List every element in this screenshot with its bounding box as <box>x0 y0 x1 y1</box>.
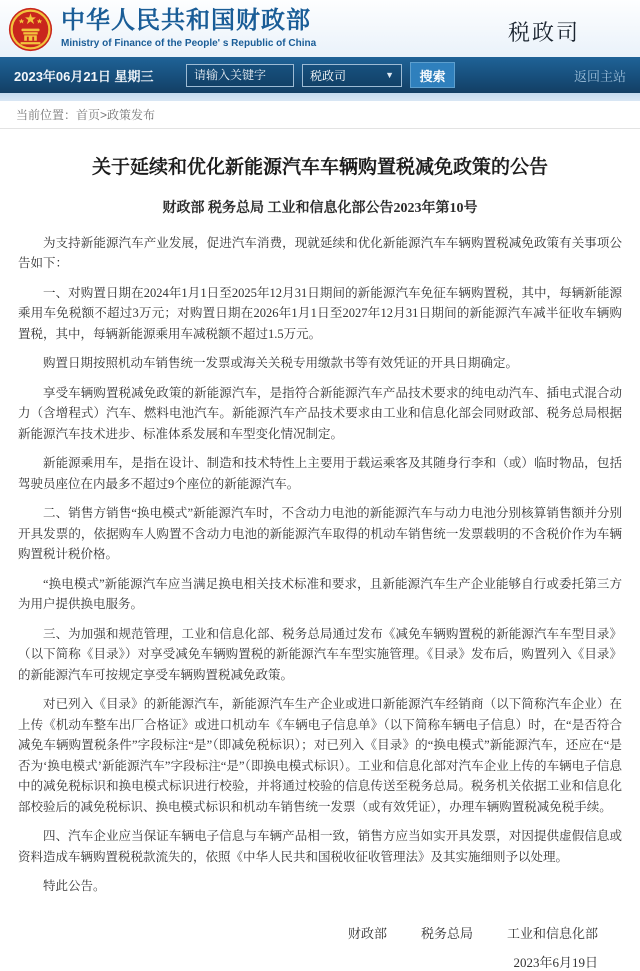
article-paragraph: 四、汽车企业应当保证车辆电子信息与车辆产品相一致，销售方应当如实开具发票，对因提供虚假信息或资料造成车辆购置税税款流失的，依照《中华人民共和国税收征收管理法》及其实施细则予以处理。 <box>18 829 622 864</box>
search-input[interactable] <box>186 64 294 87</box>
search-button[interactable]: 搜索 <box>410 62 455 88</box>
signature-ministry: 工业和信息化部 <box>506 925 598 941</box>
article-paragraph: “换电模式”新能源汽车应当满足换电相关技术标准和要求，且新能源汽车生产企业能够自行或委托第三方为用户提供换电服务。 <box>18 576 622 612</box>
article-paragraph: 新能源乘用车，是指在设计、制造和技术特性上主要用于载运乘客及其随身行李和（或）临时物品，包括驾驶员座位在内最多不超过9个座位的新能源汽车。 <box>18 456 622 491</box>
document-number: 财政部 税务总局 工业和信息化部公告2023年第10号 <box>162 200 478 216</box>
decorative-strip <box>0 93 640 101</box>
article-paragraph: 三、为加强和规范管理，工业和信息化部、税务总局通过发布《减免车辆购置税的新能源汽车车型目录》（以下简称《目录》）对享受减免车辆购置税的新能源汽车车型实施管理。《目录》发布后，购置列入《目录》的新能源汽车可按规定享受车辆购置税减免政策。 <box>18 626 622 682</box>
national-emblem-icon <box>8 7 53 52</box>
article-body <box>18 233 622 897</box>
site-header <box>0 0 640 57</box>
breadcrumb-label: 当前位置： <box>16 108 77 122</box>
article-paragraph: 一、对购置日期在2024年1月1日至2025年12月31日期间的新能源汽车免征车辆购置税，其中，每辆新能源乘用车免税额不超过3万元；对购置日期在2026年1月1日至2027年12月31日期间的新能源汽车减半征收车辆购置税，其中，每辆新能源乘用车减税额不超过1.5万元。 <box>18 285 622 341</box>
return-home-link[interactable]: 返回主站 <box>573 68 626 84</box>
signature-row <box>18 923 622 942</box>
current-date: 2023年06月21日 星期三 <box>14 68 154 84</box>
search-scope-value: 税政司 <box>310 68 347 83</box>
article-paragraph: 二、销售方销售“换电模式”新能源汽车时，不含动力电池的新能源汽车与动力电池分别核算销售额并分别开具发票的，依据购车人购置不含动力电池的新能源汽车取得的机动车销售统一发票载明的不含税价作为车辆购置税计税价格。 <box>18 506 622 562</box>
page-title: 关于延续和优化新能源汽车车辆购置税减免政策的公告 <box>91 157 548 178</box>
site-name-english: Ministry of Finance of the People' s Republic of China <box>61 37 317 49</box>
article-paragraph: 购置日期按照机动车销售统一发票或海关关税专用缴款书等有效凭证的开具日期确定。 <box>43 356 519 371</box>
site-name: 中华人民共和国财政部 <box>61 7 311 35</box>
signature-date: 2023年6月19日 <box>513 954 598 970</box>
signature-ministry: 税务总局 <box>420 925 473 941</box>
breadcrumb <box>0 101 640 129</box>
chevron-down-icon: ▼ <box>385 70 394 80</box>
announcement-article <box>0 129 640 971</box>
signature-ministry: 财政部 <box>347 925 387 941</box>
top-navbar <box>0 57 640 93</box>
search-scope-dropdown[interactable] <box>302 64 402 87</box>
article-paragraph: 对已列入《目录》的新能源汽车，新能源汽车生产企业或进口新能源汽车经销商（以下简称汽车企业）在上传《机动车整车出厂合格证》或进口机动车《车辆电子信息单》（以下简称车辆电子信息）时，在“是否符合减免车辆购置税条件”字段标注“是”（即减免税标识）；对已列入《目录》的“换电模式”新能源汽车，还应在“是否为‘换电模式’新能源汽车”字段标注“是”（即换电模式标识）。工业和信息化部对汽车企业上传的车辆电子信息中的减免税标识和换电模式标识进行校验，并将通过校验的信息传送至税务总局。税务机关依据工业和信息化部校验后的减免税标识、换电模式标识和机动车销售统一发票（或有效凭证），办理车辆购置税减免税手续。 <box>18 697 622 814</box>
article-paragraph: 享受车辆购置税减免政策的新能源汽车，是指符合新能源汽车产品技术要求的纯电动汽车、插电式混合动力（含增程式）汽车、燃料电池汽车。新能源汽车产品技术要求由工业和信息化部会同财政部、税务总局根据新能源汽车技术进步、标准体系发展和车型变化情况制定。 <box>18 385 622 441</box>
department-name: 税政司 <box>507 20 580 45</box>
site-title-block <box>61 8 316 48</box>
article-paragraph: 为支持新能源汽车产业发展，促进汽车消费，现就延续和优化新能源汽车车辆购置税减免政策有关事项公告如下： <box>18 235 622 271</box>
article-paragraph: 特此公告。 <box>43 879 106 894</box>
breadcrumb-path[interactable]: 首页>政策发布 <box>76 108 156 122</box>
